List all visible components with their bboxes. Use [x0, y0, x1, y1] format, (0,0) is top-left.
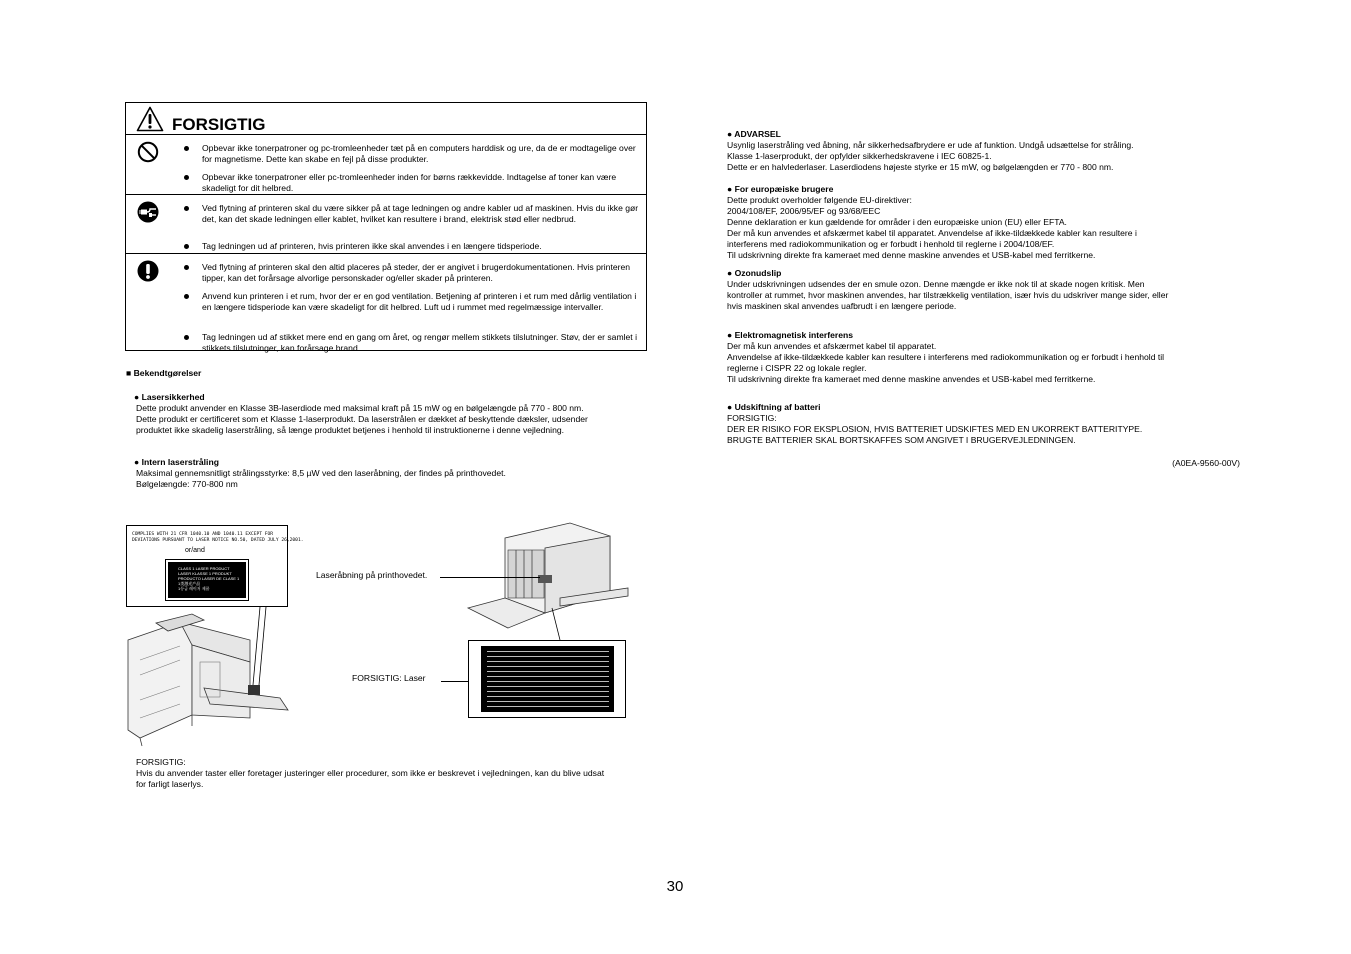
text-line: 1类激光产品 [178, 581, 201, 586]
text-line: Dette produkt anvender en Klasse 3B-laserdiode med maksimal kraft på 15 mW og en bølgelængde på 770 - 800 nm. [136, 403, 584, 413]
ozone-section [727, 268, 1247, 312]
footer-caution [136, 757, 676, 790]
bullet-icon [184, 265, 189, 270]
advarsel-section [727, 129, 1247, 173]
emi-heading: ● Elektromagnetisk interferens [727, 330, 854, 340]
text-line: Klasse 1-laserprodukt, der opfylder sikkerhedskravene i IEC 60825-1. [727, 151, 992, 161]
bullet-icon [184, 335, 189, 340]
text-line: Hvis du anvender taster eller foretager justeringer eller procedurer, som ikke er beskrevet i vejledningen, kan du blive udsat [136, 768, 605, 778]
text-line: kontroller at rummet, hvor maskinen anvendes, har tilstrækkelig ventilation, især hvis du udskriver mange sider, eller [727, 290, 1169, 300]
or-and-text: or/and [185, 547, 205, 554]
laser-safety-text [136, 403, 666, 436]
text-line: Dette produkt er certificeret som et Klasse 1-laserprodukt. Da laserstrålen er dækket af beskyttende dæksler, udsender [136, 414, 588, 424]
caution-row-placement [126, 254, 646, 353]
text-line: reglerne i CISPR 22 og lokale regler. [727, 363, 867, 373]
bullet-icon [184, 294, 189, 299]
eu-users-heading: ● For europæiske brugere [727, 184, 834, 194]
unplug-icon [137, 201, 159, 223]
battery-section [727, 402, 1247, 446]
page-number: 30 [666, 878, 684, 895]
callout-leader-line [440, 577, 540, 578]
caution-row-storage [126, 135, 646, 195]
bullet-icon [184, 146, 189, 151]
compliance-text [132, 532, 303, 544]
caution-box [125, 102, 647, 351]
caution-item-text: Tag ledningen ud af stikket mere end en gang om året, og rengør mellem stikkets tilslutninger. Støv, der er samlet i stikkets tilslutninger, kan forårsage brand. [202, 332, 637, 353]
text-line: CLASS 1 LASER PRODUCT [178, 566, 230, 571]
exclamation-icon [137, 260, 159, 282]
text-line: FORSIGTIG: [727, 413, 777, 423]
text-line: PRODUCTO LASER DE CLASE 1 [178, 576, 240, 581]
text-line: Der må kun anvendes et afskærmet kabel til apparatet. [727, 341, 937, 351]
caution-row-cables [126, 195, 646, 254]
bullet-icon [184, 175, 189, 180]
document-code: (A0EA-9560-00V) [1172, 458, 1240, 468]
ozone-heading: ● Ozonudslip [727, 268, 782, 278]
bullet-icon [184, 206, 189, 211]
caution-item-text: Anvend kun printeren i et rum, hvor der er en god ventilation. Betjening af printeren i et rum med dårlig ventilation i en længere tidsperiode kan være skadeligt for dit helbred. Luft ud i rummet med regelmæssige intervaller. [202, 291, 637, 312]
advarsel-heading: ● ADVARSEL [727, 129, 781, 139]
caution-header [126, 103, 646, 135]
text-line: produktet ikke skadelig laserstråling, så længe produktet betjenes i henhold til instruktionerne i denne vejledning. [136, 425, 565, 435]
prohibition-icon [137, 141, 159, 163]
printer-illustration-back [120, 600, 295, 750]
caution-item-text: Opbevar ikke tonerpatroner eller pc-tromleenheder inden for børns rækkevidde. Indtagelse af toner kan være skadeligt for dit helbred. [202, 172, 617, 193]
bullet-icon [184, 244, 189, 249]
text-line: interferens med radiokommunikation og er forbudt i henhold til reglerne i 2004/108/EF. [727, 239, 1055, 249]
text-line: Denne deklaration er kun gældende for områder i den europæiske union (EU) eller EFTA. [727, 217, 1067, 227]
internal-radiation-text [136, 468, 666, 490]
caution-item-text: Ved flytning af printeren skal den altid placeres på steder, der er angivet i brugerdokumentationen. Hvis printeren tipper, kan det forårsage alvorlige personskader og/eller skader på printeren. [202, 262, 631, 283]
text-line: FORSIGTIG: [136, 757, 186, 767]
text-line: Der må kun anvendes et afskærmet kabel til apparatet. Anvendelse af ikke-tildækkede kabler kan resultere i [727, 228, 1137, 238]
text-line: COMPLIES WITH 21 CFR 1040.10 AND 1040.11 EXCEPT FOR [132, 532, 274, 537]
text-line: hvis maskinen skal anvendes uafbrudt i en længere periode. [727, 301, 957, 311]
caution-item-text: Opbevar ikke tonerpatroner og pc-tromleenheder tæt på en computers harddisk og ure, da de er modtagelige over for magnetisme. Dette kan skabe en fejl på disse produkter. [202, 143, 636, 164]
text-line: for farligt laserlys. [136, 779, 204, 789]
callout-laser-opening: Laseråbning på printhovedet. [316, 570, 428, 580]
callout-caution-laser: FORSIGTIG: Laser [352, 673, 426, 683]
emi-section [727, 330, 1247, 385]
text-line: Usynlig laserstråling ved åbning, når sikkerhedsafbrydere er ude af funktion. Undgå udsættelse for stråling. [727, 140, 1134, 150]
text-line: Under udskrivningen udsendes der en smule ozon. Denne mængde er ikke nok til at skade nogen kritisk. Men [727, 279, 1145, 289]
text-line: 2004/108/EF, 2006/95/EF og 93/68/EEC [727, 206, 881, 216]
text-line: 1등급 레이저 제품 [178, 586, 210, 591]
class1-laser-label [168, 562, 246, 598]
battery-heading: ● Udskiftning af batteri [727, 402, 821, 412]
printer-illustration-open [460, 518, 632, 648]
caution-item-text: Tag ledningen ud af printeren, hvis printeren ikke skal anvendes i en længere tidsperiode. [202, 241, 542, 251]
eu-users-section [727, 184, 1247, 261]
text-line: DEVIATIONS PURSUANT TO LASER NOTICE NO.50, DATED JULY 26,2001. [132, 538, 304, 543]
multilingual-warning-label [481, 646, 614, 712]
internal-radiation-heading: ● Intern laserstråling [134, 457, 219, 467]
text-line: LASER KLASSE 1 PRODUKT [178, 571, 232, 576]
text-line: Maksimal gennemsnitligt strålingsstyrke: 8,5 µW ved den laseråbning, der findes på printhovedet. [136, 468, 506, 478]
text-line: DER ER RISIKO FOR EKSPLOSION, HVIS BATTERIET UDSKIFTES MED EN UKORREKT BATTERITYPE. [727, 424, 1143, 434]
callout-leader-line [441, 681, 469, 682]
text-line: BRUGTE BATTERIER SKAL BORTSKAFFES SOM ANGIVET I BRUGERVEJLEDNINGEN. [727, 435, 1076, 445]
compliance-label-panel [126, 525, 304, 607]
laser-safety-heading: ● Lasersikkerhed [134, 392, 205, 402]
caution-title: FORSIGTIG [172, 115, 266, 134]
text-line: Dette produkt overholder følgende EU-direktiver: [727, 195, 912, 205]
caution-item-text: Ved flytning af printeren skal du være sikker på at tage ledningen og andre kabler ud af maskinen. Hvis du ikke gør det, kan det skade ledningen eller kablet, hvilket kan resultere i brand, elektrisk stød eller nedbrud. [202, 203, 639, 224]
warning-label-panel [468, 640, 626, 718]
text-line: Bølgelængde: 770-800 nm [136, 479, 238, 489]
text-line: Til udskrivning direkte fra kameraet med denne maskine anvendes et USB-kabel med ferritkerne. [727, 374, 1096, 384]
notices-heading: ■ Bekendtgørelser [126, 368, 202, 378]
warning-triangle-icon [136, 106, 164, 132]
text-line: Anvendelse af ikke-tildækkede kabler kan resultere i interferens med radiokommunikation og er forbudt i henhold til [727, 352, 1165, 362]
text-line: Dette er en halvlederlaser. Laserdiodens højeste styrke er 15 mW, og bølgelængden er 770 - 800 nm. [727, 162, 1114, 172]
class1-label-outer [165, 559, 249, 601]
text-line: Til udskrivning direkte fra kameraet med denne maskine anvendes et USB-kabel med ferritkerne. [727, 250, 1096, 260]
